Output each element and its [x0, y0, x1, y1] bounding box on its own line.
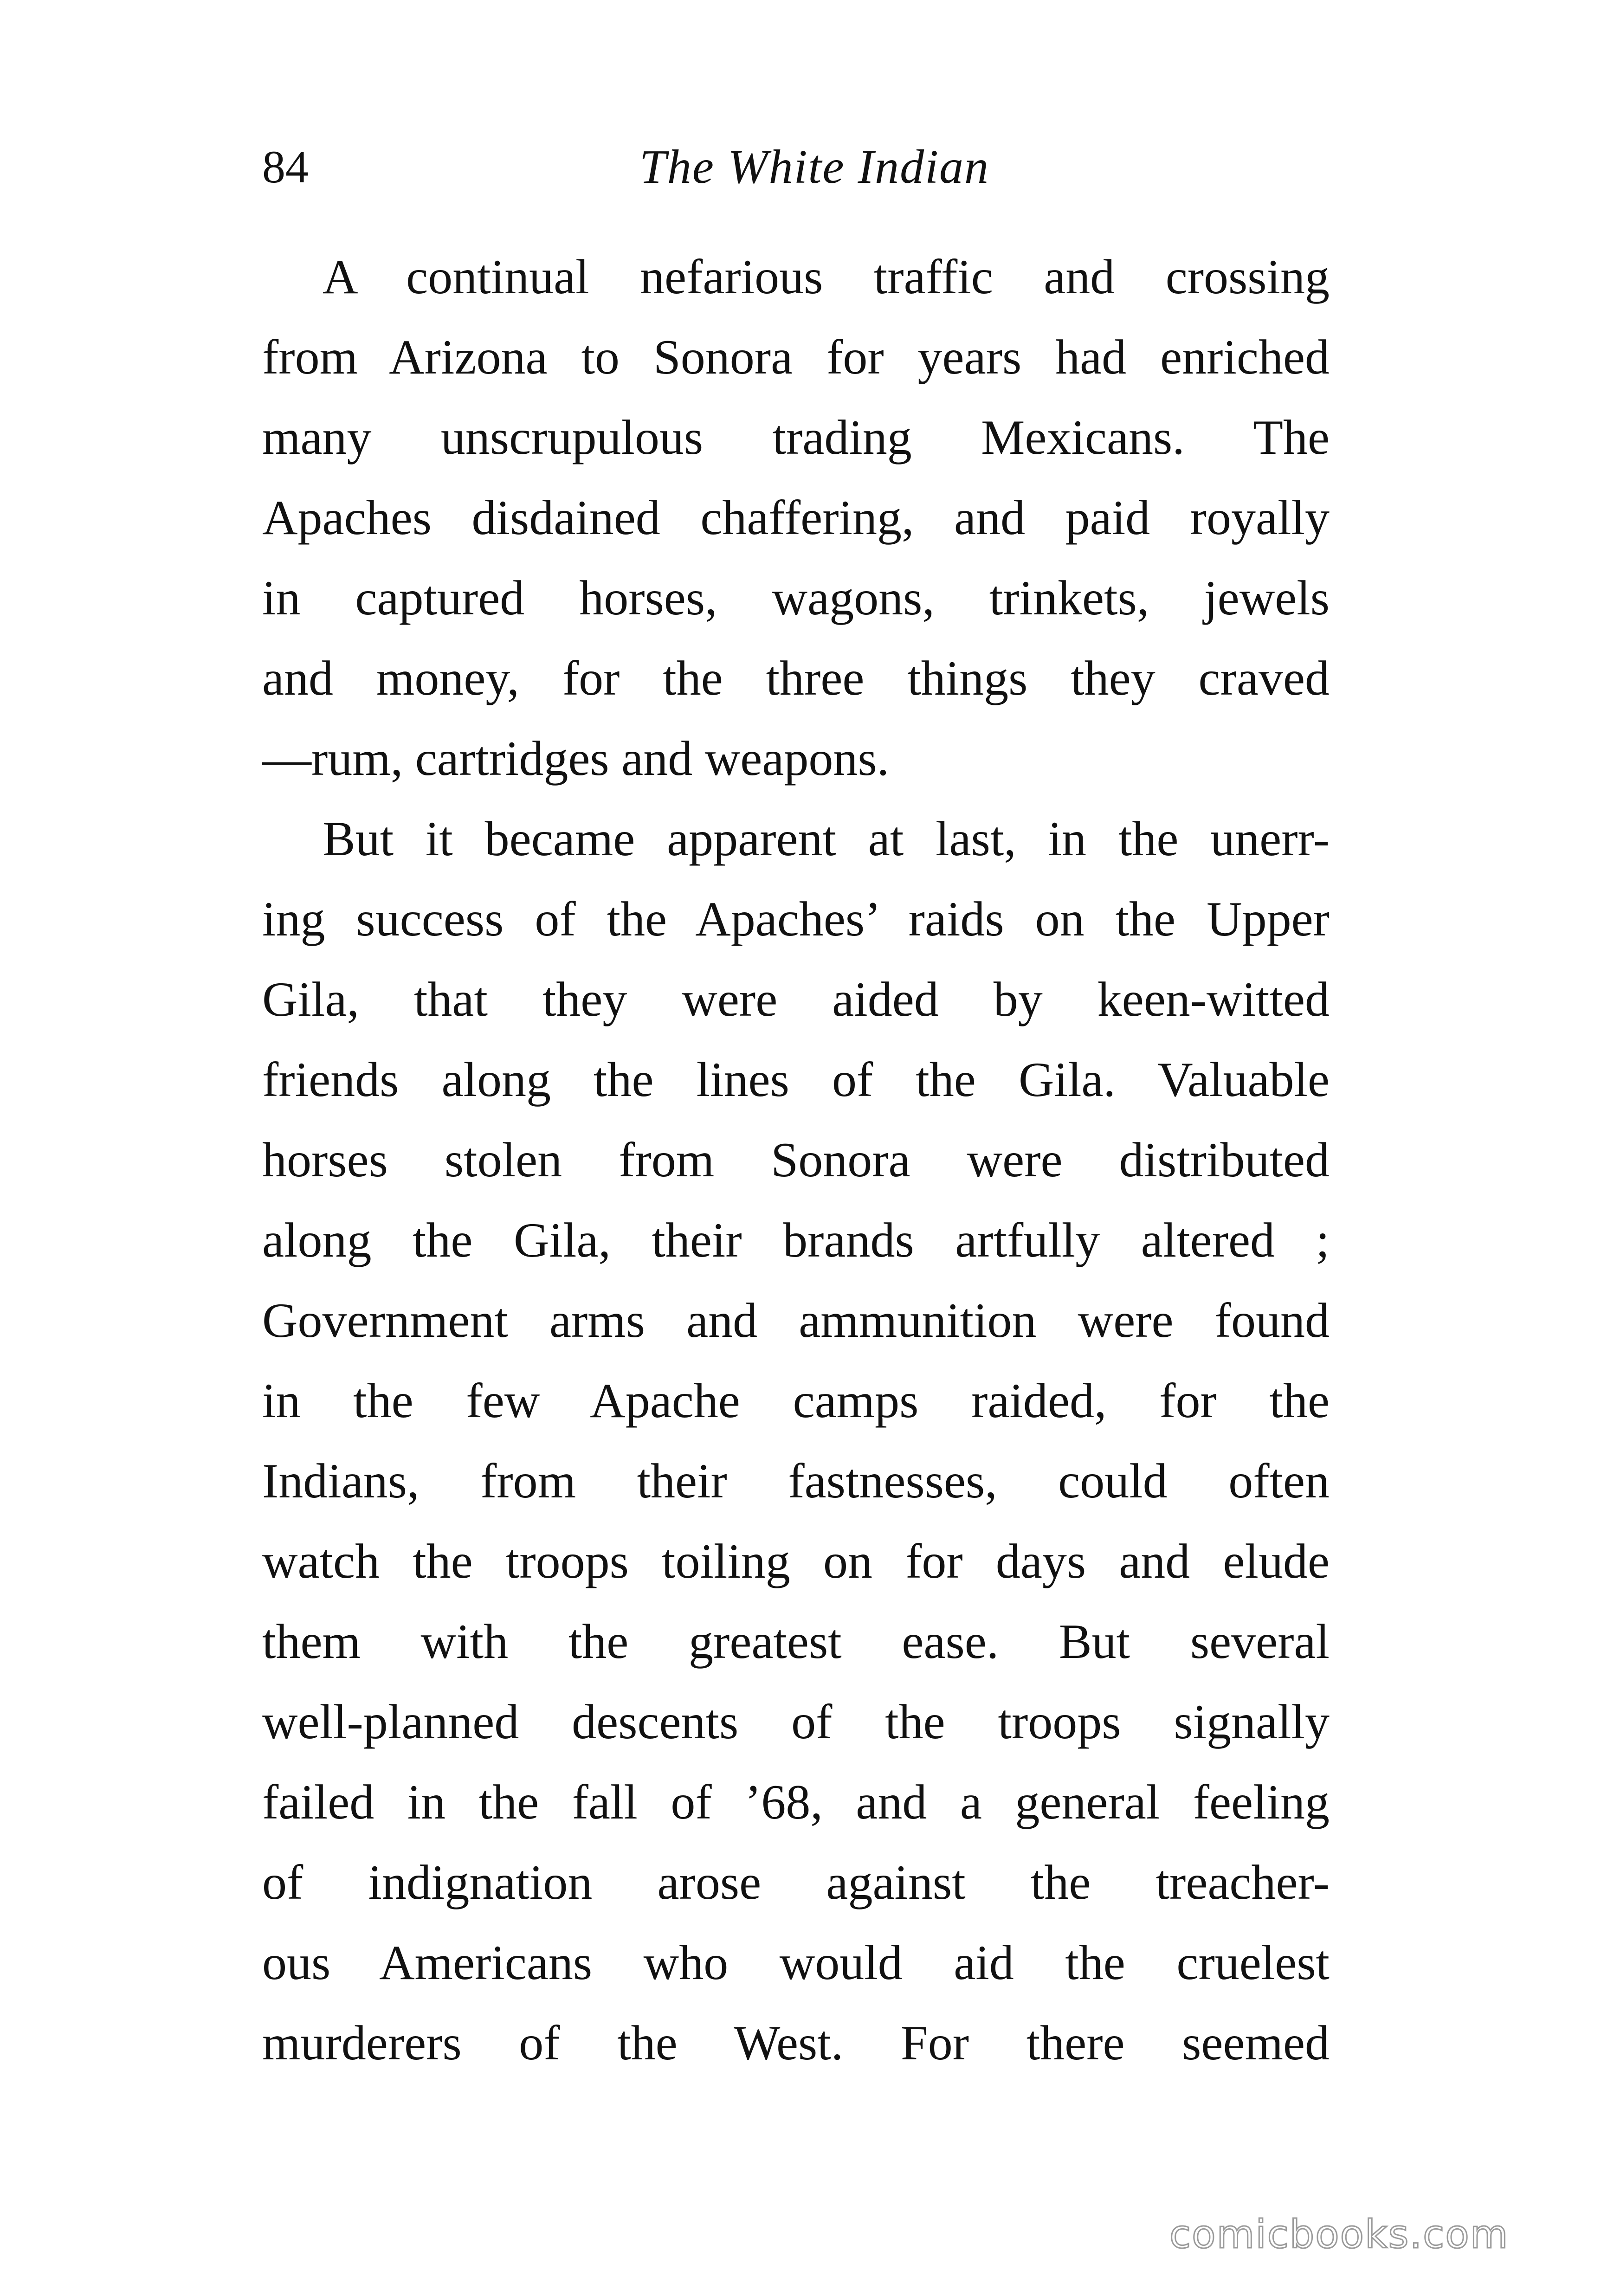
text-line: in captured horses, wagons, trinkets, jewels [262, 571, 1330, 625]
page-number: 84 [262, 141, 309, 193]
text-line: horses stolen from Sonora were distributed [262, 1133, 1330, 1187]
text-line: ing success of the Apaches’ raids on the Upper [262, 892, 1330, 946]
text-line: in the few Apache camps raided, for the [262, 1374, 1330, 1428]
text-line: ous Americans who would aid the cruelest [262, 1935, 1330, 1990]
text-line: failed in the fall of ’68, and a general feeling [262, 1775, 1330, 1829]
text-line: A continual nefarious traffic and crossing [323, 250, 1330, 304]
text-line: from Arizona to Sonora for years had enriched [262, 330, 1330, 384]
watermark: comicbooks.com [1169, 2212, 1509, 2257]
text-line: But it became apparent at last, in the unerr- [323, 812, 1330, 866]
text-line: along the Gila, their brands artfully altered ; [262, 1213, 1330, 1267]
text-line: Gila, that they were aided by keen-witted [262, 972, 1330, 1026]
body-text [262, 237, 1330, 2083]
text-line: of indignation arose against the treacher- [262, 1855, 1330, 1909]
text-line: Apaches disdained chaffering, and paid royally [262, 490, 1330, 545]
text-line: —rum, cartridges and weapons. [262, 731, 890, 786]
paragraph-2 [262, 799, 1330, 2083]
paragraph-1 [262, 237, 1330, 799]
text-line: watch the troops toiling on for days and elude [262, 1534, 1330, 1588]
running-title: The White Indian [639, 140, 990, 193]
text-line: Government arms and ammunition were found [262, 1293, 1330, 1348]
text-line: and money, for the three things they craved [262, 651, 1330, 705]
text-line: them with the greatest ease. But several [262, 1614, 1330, 1669]
text-line: friends along the lines of the Gila. Valuable [262, 1052, 1330, 1107]
running-head [262, 135, 1330, 200]
text-line: well-planned descents of the troops signally [262, 1695, 1330, 1749]
text-line: murderers of the West. For there seemed [262, 2016, 1330, 2070]
text-line: many unscrupulous trading Mexicans. The [262, 410, 1330, 464]
text-line: Indians, from their fastnesses, could often [262, 1454, 1330, 1508]
